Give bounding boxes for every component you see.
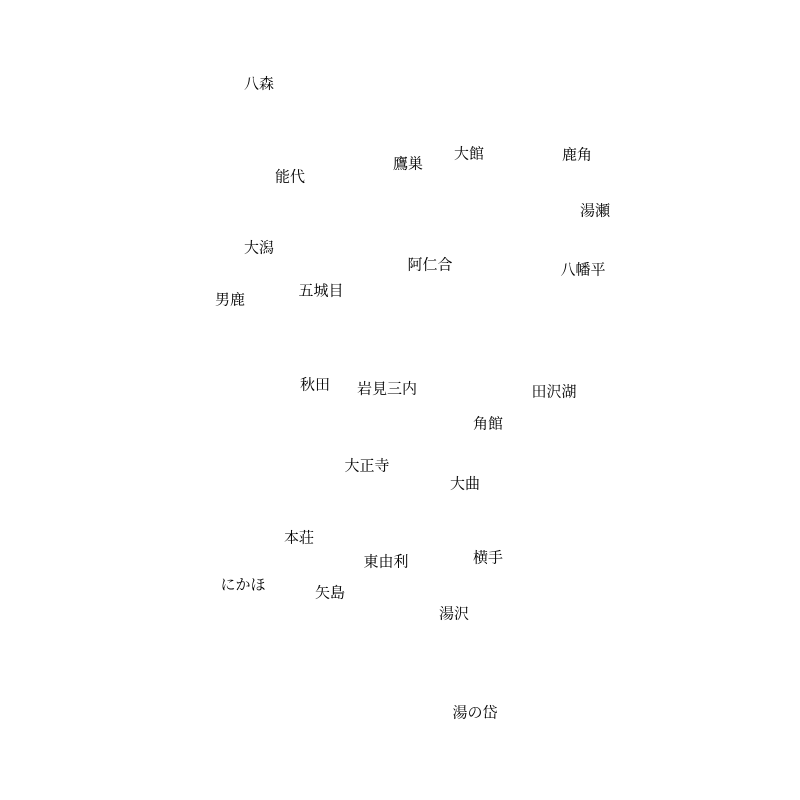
map-place-label: 八森 (243, 74, 275, 93)
map-place-label: 矢島 (314, 583, 346, 602)
map-place-label: 湯沢 (438, 604, 470, 623)
map-place-label: 男鹿 (214, 290, 246, 309)
map-place-label: 阿仁合 (407, 255, 453, 274)
map-place-label: 湯の岱 (452, 703, 498, 722)
map-place-label: 東由利 (363, 552, 409, 571)
map-place-label: 能代 (274, 167, 306, 186)
map-place-label: 湯瀬 (579, 201, 611, 220)
map-place-label: 大正寺 (344, 456, 390, 475)
map-place-label: 鷹巣 (392, 154, 424, 173)
map-place-label: 鹿角 (561, 145, 593, 164)
map-place-label: 秋田 (299, 375, 331, 394)
map-place-label: 横手 (472, 548, 504, 567)
map-place-label: 大潟 (243, 238, 275, 257)
map-place-label: 岩見三内 (356, 379, 418, 398)
map-place-label: 田沢湖 (531, 382, 577, 401)
map-place-label: 大曲 (449, 474, 481, 493)
map-place-label: 本荘 (283, 528, 315, 547)
map-place-label: 角館 (472, 414, 504, 433)
map-place-label: にかほ (220, 575, 266, 594)
map-place-label: 八幡平 (560, 260, 606, 279)
map-place-label: 五城目 (298, 281, 344, 300)
map-place-label: 大館 (453, 144, 485, 163)
